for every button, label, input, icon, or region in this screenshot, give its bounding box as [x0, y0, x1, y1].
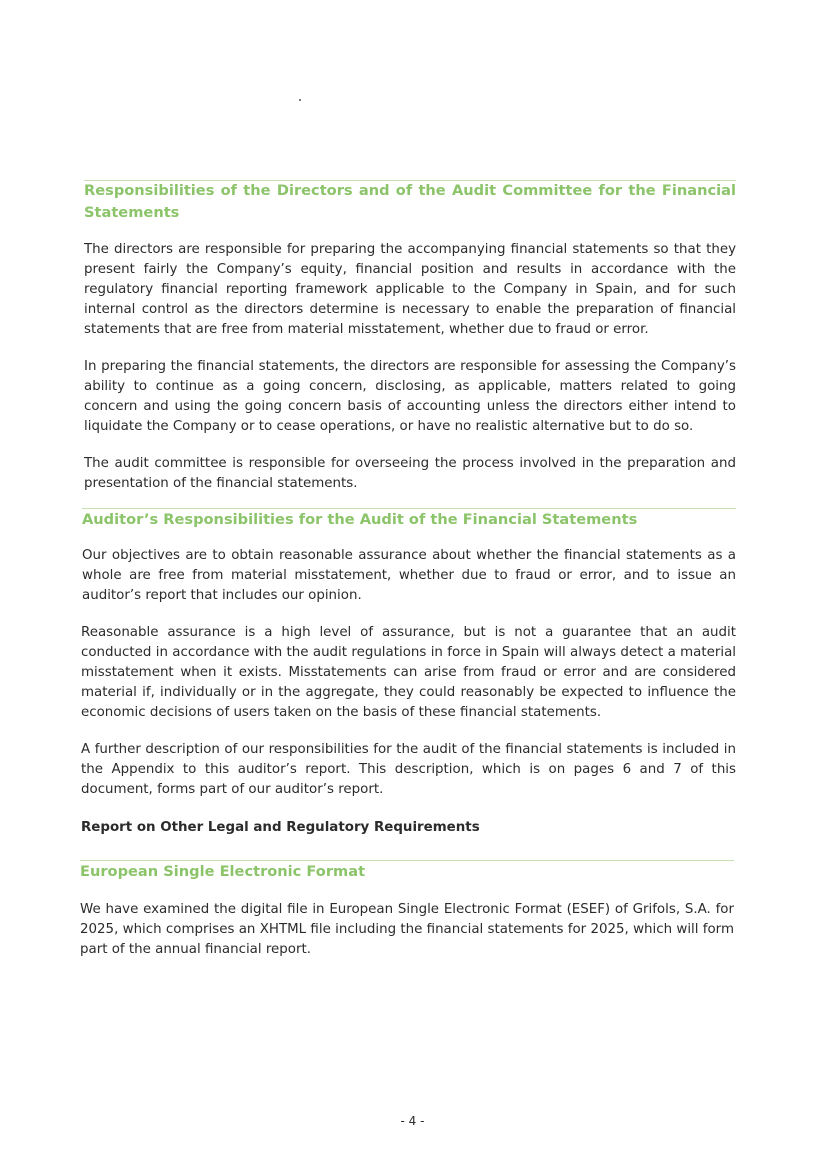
report-subtitle: Report on Other Legal and Regulatory Requirements: [81, 820, 480, 835]
paragraph-objectives: Our objectives are to obtain reasonable assurance about whether the financial statements as a whole are free from material misstatement, whether due to fraud or error, and to issue an auditor’s report that includes our opinion.: [82, 548, 736, 603]
section-heading-directors-responsibilities: Responsibilities of the Directors and of the Audit Committee for the Financial Statements: [84, 182, 736, 221]
paragraph-going-concern: In preparing the financial statements, the directors are responsible for assessing the Company’s ability to continue as a going concern, disclosing, as applicable, matters related to going concern and using the going concern basis of accounting unless the directors either intend to liquidate the Company or to cease operations, or have no realistic alternative but to do so.: [84, 359, 736, 434]
paragraph-directors-preparation: The directors are responsible for preparing the accompanying financial statements so that they present fairly the Company’s equity, financial position and results in accordance with the regulatory financial reporting framework applicable to the Company in Spain, and for such internal control as the directors determine is necessary to enable the preparation of financial statements that are free from material misstatement, whether due to fraud or error.: [84, 242, 736, 337]
paragraph-esef: We have examined the digital file in European Single Electronic Format (ESEF) of Grifols, S.A. for 2025, which comprises an XHTML file including the financial statements for 2025, which will form part of the annual financial report.: [80, 902, 734, 957]
paragraph-further-description: A further description of our responsibilities for the audit of the financial statements is included in the Appendix to this auditor’s report. This description, which is on pages 6 and 7 of this document, forms part of our auditor’s report.: [81, 742, 736, 797]
paragraph-audit-committee: The audit committee is responsible for overseeing the process involved in the preparation and presentation of the financial statements.: [84, 456, 736, 491]
page-number: - 4 -: [400, 1114, 425, 1128]
scan-speck: [299, 99, 301, 101]
paragraph-reasonable-assurance: Reasonable assurance is a high level of assurance, but is not a guarantee that an audit conducted in accordance with the audit regulations in force in Spain will always detect a material misstatement when it exists. Misstatements can arise from fraud or error and are considered material if, individually or in the aggregate, they could reasonably be expected to influence the economic decisions of users taken on the basis of these financial statements.: [81, 625, 736, 720]
section-heading-auditor-responsibilities: Auditor’s Responsibilities for the Audit of the Financial Statements: [82, 511, 638, 528]
section-heading-esef: European Single Electronic Format: [80, 863, 366, 880]
